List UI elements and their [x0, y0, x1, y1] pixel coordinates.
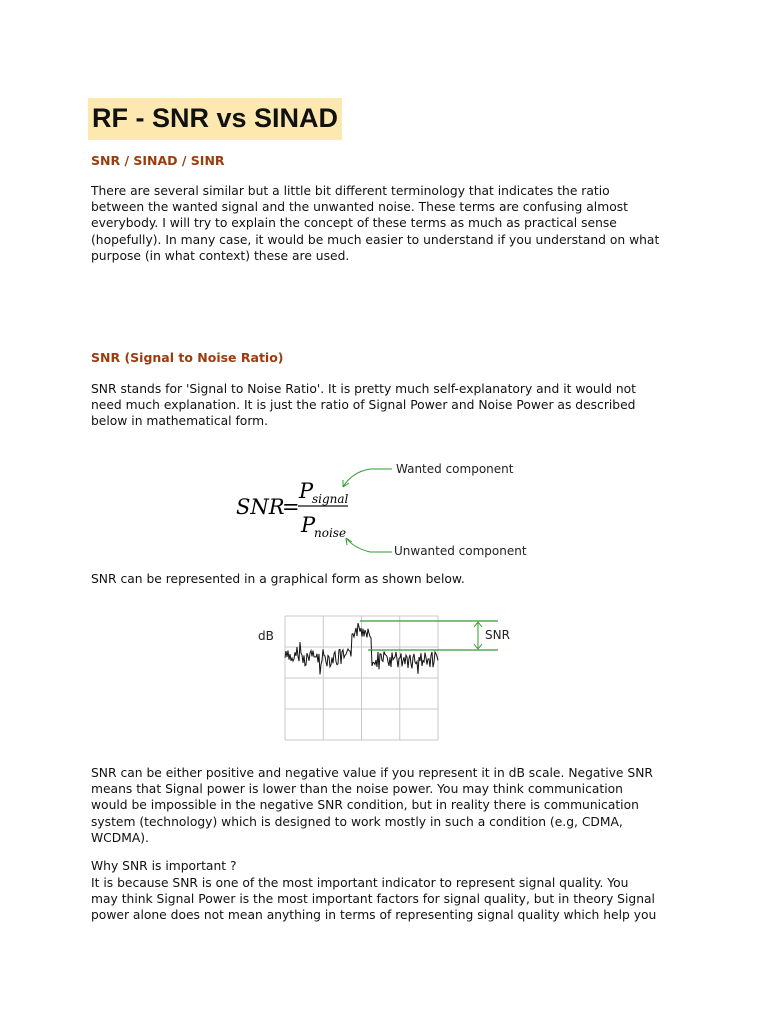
- unwanted-component-label: Unwanted component: [394, 544, 527, 558]
- snr-sign-paragraph: SNR can be either positive and negative value if you represent it in dB scale. Negative SNR means that Signal power is lower than the noise power. You may think communication would be impossible in the negative SNR condition, but in reality there is communication system (technology) which is designed to work mostly in such a condition (e.g, CDMA, WCDMA).: [91, 766, 653, 845]
- section-heading-terminology: SNR / SINAD / SINR: [91, 153, 225, 168]
- graph-intro-text: SNR can be represented in a graphical form as shown below.: [91, 572, 465, 586]
- equation-equals: =: [282, 495, 300, 519]
- unwanted-arrow: [346, 538, 392, 552]
- section-heading-snr: SNR (Signal to Noise Ratio): [91, 350, 284, 365]
- equation-denominator-subscript: noise: [314, 526, 347, 540]
- snr-spectrum-svg: [240, 608, 530, 748]
- snr-equation-figure: [230, 456, 550, 566]
- snr-marker-label: SNR: [485, 628, 510, 642]
- equation-lhs: SNR: [236, 495, 285, 519]
- equation-denominator: P: [301, 513, 316, 537]
- snr-equation-svg: [230, 456, 550, 566]
- snr-importance-paragraph: It is because SNR is one of the most important indicator to represent signal quality. You may think Signal Power is the most important factors for signal quality, but in theory Signal power alone does not mean anything in terms of representing signal quality which help you: [91, 876, 657, 923]
- wanted-component-label: Wanted component: [396, 462, 514, 476]
- intro-paragraph: There are several similar but a little bit different terminology that indicates the ratio between the wanted signal and the unwanted noise. These terms are confusing almost everybody. I will try to explain the concept of these terms as much as practical sense (hopefully). In many case, it would be much easier to understand if you understand on what purpose (in what context) these are used.: [91, 184, 660, 263]
- snr-spectrum-figure: [240, 608, 530, 748]
- wanted-arrow-head: [343, 480, 349, 487]
- wanted-arrow: [343, 469, 392, 487]
- equation-numerator: P: [299, 479, 314, 503]
- db-axis-label: dB: [258, 629, 274, 643]
- why-snr-question: Why SNR is important ?: [91, 859, 237, 873]
- equation-numerator-subscript: signal: [312, 492, 349, 506]
- snr-definition-paragraph: SNR stands for 'Signal to Noise Ratio'. It is pretty much self-explanatory and it would not need much explanation. It is just the ratio of Signal Power and Noise Power as described below in mathematical form.: [91, 382, 636, 429]
- page-title: RF - SNR vs SINAD: [88, 98, 342, 140]
